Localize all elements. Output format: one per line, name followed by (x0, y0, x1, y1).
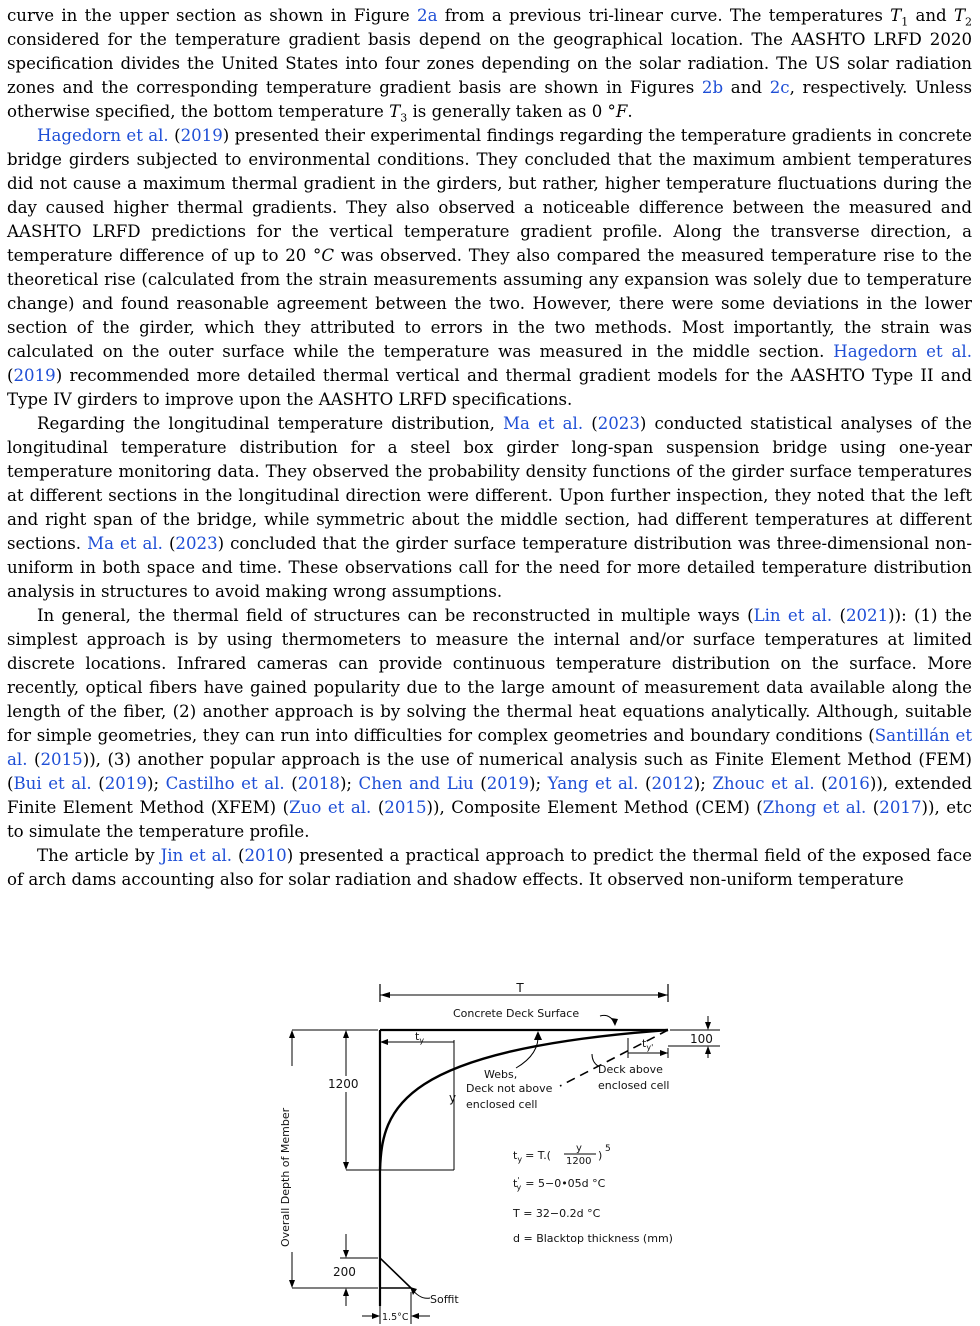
deck-not-above-label: Deck not above (466, 1082, 553, 1095)
paragraph (7, 124, 972, 412)
citation-link[interactable]: 2016 (827, 774, 870, 793)
citation-link[interactable]: Ma et al. (87, 534, 163, 553)
citation-link[interactable]: 2019 (180, 126, 223, 145)
text-run: was observed. They also compared the measured temperature rise to the theoretical rise (calculated from the strain measurements assuming any expansion was solely due to temperature change) and found reasonable agreement between the two. However, there were some deviations in the lower section of the girder, which they attributed to errors in the two methods. Most importantly, the strain was calculated on the outer surface while the temperature was measured in the middle section. (7, 246, 972, 361)
text-run: ( (814, 774, 828, 793)
eq1: $t_y = T$.( (513, 1149, 551, 1164)
text-run: ( (371, 798, 385, 817)
text-run: ); (146, 774, 166, 793)
eq1-num: y (576, 1143, 582, 1154)
dim-15c-label: 1.5°C (382, 1312, 409, 1323)
text-run: ( (284, 774, 298, 793)
citation-link[interactable]: 2021 (845, 606, 889, 625)
text-run: and (908, 6, 954, 25)
text-run: ) concluded that the girder surface temperature distribution was three-dimensional non-uniform in both space and time. These observations call for the need for more detailed temperature distribution analysis in structures to avoid making wrong assumptions. (7, 534, 972, 601)
subscript: 1 (901, 15, 909, 29)
citation-link[interactable]: 2012 (651, 774, 694, 793)
math-symbol: T (389, 102, 401, 121)
eq1-den: 1200 (566, 1156, 592, 1167)
text-run: ( (473, 774, 487, 793)
citation-link[interactable]: Zhong et al. (762, 798, 867, 817)
math-symbol: C (321, 246, 335, 265)
citation-link[interactable]: 2010 (244, 846, 287, 865)
text-run: ( (7, 366, 14, 385)
citation-link[interactable]: Ma et al. (503, 414, 584, 433)
eq1-pow: 5 (605, 1144, 611, 1154)
text-run: ( (638, 774, 652, 793)
text-run: and (723, 78, 770, 97)
enclosed-cell-label-1: enclosed cell (466, 1098, 538, 1111)
citation-link[interactable]: 2018 (297, 774, 340, 793)
text-run: In general, the thermal field of structures can be reconstructed in multiple ways ( (37, 606, 754, 625)
citation-link[interactable]: 2c (769, 78, 790, 97)
text-run: ) presented a practical approach to predict the thermal field of the exposed face of arch dams accounting also for solar radiation and shadow effects. It observed non-uniform temperature (7, 846, 972, 889)
citation-link[interactable]: 2015 (384, 798, 427, 817)
text-run: ) conducted statistical analyses of the longitudinal temperature distribution for a steel box girder long-span suspension bridge using one-year temperature monitoring data. They observed the probability density functions of the girder surface temperatures at different sections in the longitudinal direction were different. Upon further inspection, they noted that the left and right span of the bridge, while symmetric about the middle section, had different temperatures at different sections. (7, 414, 972, 553)
citation-link[interactable]: 2023 (175, 534, 218, 553)
text-run: )), (3) another popular approach is the use of numerical analysis such as Finite Element Method (FEM) ( (7, 750, 972, 793)
text-run: ( (866, 798, 880, 817)
text-run: Regarding the longitudinal temperature distribution, (37, 414, 504, 433)
citation-link[interactable]: 2023 (597, 414, 640, 433)
citation-link[interactable]: Hagedorn et al. (833, 342, 972, 361)
citation-link[interactable]: 2017 (879, 798, 922, 817)
paragraph (7, 412, 972, 604)
text-run: is generally taken as 0 ° (407, 102, 616, 121)
text-run: The article by (37, 846, 161, 865)
citation-link[interactable]: Bui et al. (13, 774, 92, 793)
text-run: considered for the temperature gradient basis depend on the geographical location. The AASHTO LRFD 2020 specification divides the United States into four zones depending on the solar radiation. The US solar radiation zones and the corresponding temperature gradient basis are shown in Figures (7, 30, 972, 97)
text-run: , respectively. Unless otherwise specified, the bottom temperature (7, 78, 972, 121)
math-symbol: F (615, 102, 628, 121)
paragraph (7, 844, 972, 892)
text-run: curve in the upper section as shown in Figure (7, 6, 418, 25)
subscript: 3 (400, 111, 408, 125)
citation-link[interactable]: 2019 (104, 774, 147, 793)
text-run: ); (339, 774, 359, 793)
text-run: ) presented their experimental findings regarding the temperature gradients in concrete bridge girders subjected to environmental conditions. They concluded that the maximum ambient temperatures did not cause a maximum thermal gradient in the girders, but rather, higher temperature fluctuations during the day caused higher thermal gradients. They also observed a noticeable difference between the measured and AASHTO LRFD predictions for the vertical temperature gradient profile. Along the transverse direction, a temperature difference of up to 20 ° (7, 126, 973, 265)
figure-svg (270, 958, 713, 1326)
paragraph (7, 604, 972, 844)
enclosed-cell-label-2: enclosed cell (598, 1079, 670, 1092)
dim-T-label: T (516, 981, 524, 995)
citation-link[interactable]: 2b (701, 78, 724, 97)
citation-link[interactable]: Zuo et al. (289, 798, 372, 817)
text-run: ); (528, 774, 548, 793)
text-run: ); (693, 774, 713, 793)
text-run: ( (168, 126, 181, 145)
overall-depth-label: Overall Depth of Member (279, 1107, 292, 1247)
eq4: d = Blacktop thickness (mm) (513, 1232, 673, 1245)
body-text (7, 4, 972, 892)
deck-surface-label: Concrete Deck Surface (453, 1007, 580, 1020)
citation-link[interactable]: 2019 (486, 774, 529, 793)
ty-prime-label: $t_{y'}$ (642, 1037, 654, 1052)
math-symbol: T (890, 6, 902, 25)
text-run: )), Composite Element Method (CEM) ( (426, 798, 763, 817)
citation-link[interactable]: 2a (417, 6, 438, 25)
citation-link[interactable]: Yang et al. (547, 774, 639, 793)
text-run: )), etc to simulate the temperature profile. (7, 798, 973, 841)
dim-1200-label: 1200 (328, 1077, 359, 1091)
text-run: ) recommended more detailed thermal vertical and thermal gradient models for the AASHTO Type II and Type IV girders to improve upon the AASHTO LRFD specifications. (7, 366, 972, 409)
dim-100-label: 100 (690, 1032, 713, 1046)
temperature-gradient-figure (270, 958, 713, 1326)
paragraph (7, 4, 972, 124)
text-run: ( (832, 606, 846, 625)
subscript: 2 (965, 15, 973, 29)
eq2: t' y = 5−0•05d °C (513, 1176, 606, 1192)
text-run: ( (583, 414, 598, 433)
citation-link[interactable]: Chen and Liu (358, 774, 474, 793)
ty-label: $t_y$ (415, 1030, 425, 1045)
eq3: T = 32−0.2d °C (513, 1207, 601, 1220)
text-run: . (627, 102, 633, 121)
text-run: ( (162, 534, 176, 553)
text-run: ( (232, 846, 245, 865)
text-run: ( (91, 774, 105, 793)
soffit-label: Soffit (430, 1293, 459, 1306)
y-label: y (449, 1091, 457, 1105)
citation-link[interactable]: Hagedorn et al. (37, 126, 169, 145)
citation-link[interactable]: Castilho et al. (165, 774, 285, 793)
citation-link[interactable]: 2015 (40, 750, 83, 769)
deck-above-label: Deck above (598, 1063, 663, 1076)
eq1-close: ) (598, 1149, 603, 1162)
text-run: from a previous tri-linear curve. The temperatures (437, 6, 891, 25)
text-run: )): (1) the simplest approach is by using thermometers to measure the internal and/or surface temperatures at limited discrete locations. Infrared cameras can provide continuous temperature distribution on the surface. More recently, optical fibers have gained popularity due to the large amount of measurement data available along the length of the fiber, (2) another approach is by solving the thermal heat equations analytically. Although, suitable for simple geometries, they can run into difficulties for complex geometries and boundary conditions ( (7, 606, 972, 745)
citation-link[interactable]: Jin et al. (160, 846, 233, 865)
citation-link[interactable]: Zhouc et al. (712, 774, 815, 793)
citation-link[interactable]: Lin et al. (753, 606, 833, 625)
citation-link[interactable]: Santillán et al. (7, 726, 972, 769)
text-run: )), extended Finite Element Method (XFEM) ( (7, 774, 973, 817)
citation-link[interactable]: 2019 (13, 366, 56, 385)
text-run: ( (27, 750, 41, 769)
math-symbol: T (953, 6, 966, 25)
webs-label: Webs, (484, 1068, 518, 1081)
dim-200-label: 200 (333, 1265, 356, 1279)
